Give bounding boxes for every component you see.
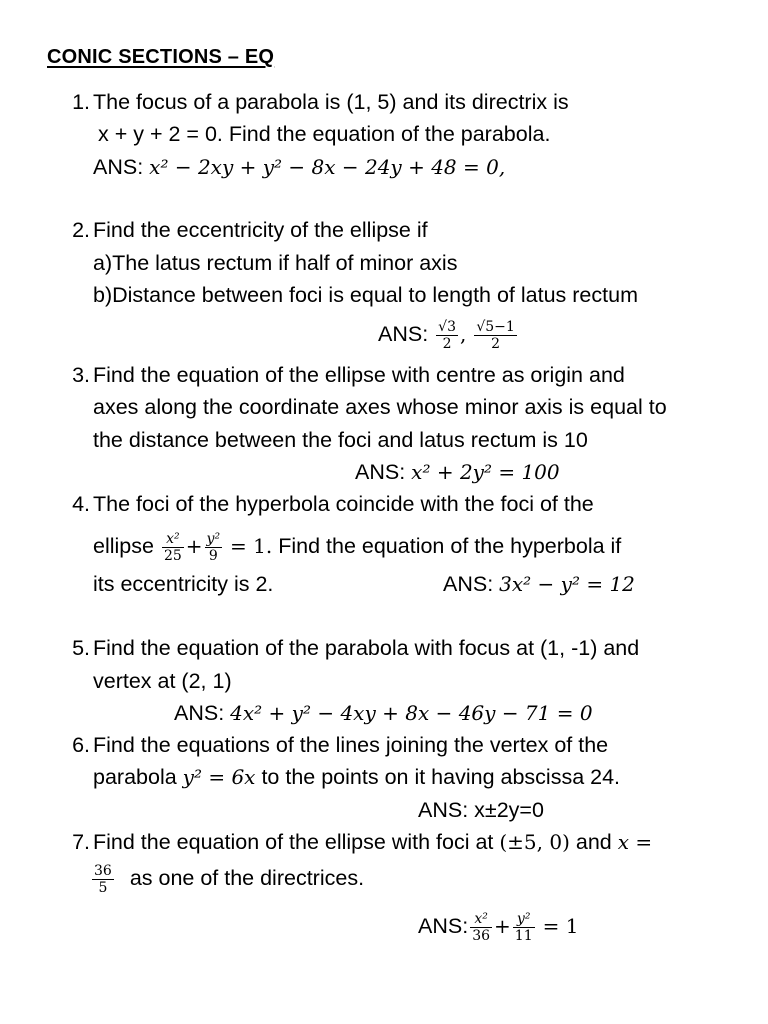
page-title: CONIC SECTIONS – EQ xyxy=(47,46,275,68)
fraction-36-over-5 xyxy=(92,863,114,896)
answer-fraction-1 xyxy=(436,319,458,352)
question-number: 4. xyxy=(72,492,90,516)
question-3-line-3: the distance between the foci and latus rectum is 10 xyxy=(93,428,588,452)
fraction-numerator: y² xyxy=(513,911,535,928)
question-2-part-b xyxy=(93,281,638,309)
fraction-denominator: 5 xyxy=(98,879,108,896)
fraction-denominator: 2 xyxy=(491,335,501,352)
question-5-answer xyxy=(174,699,593,727)
directrix-x-equals: x = xyxy=(617,830,653,854)
question-number: 1. xyxy=(72,90,90,114)
fraction-numerator: √3 xyxy=(438,318,456,335)
fraction-numerator: y² xyxy=(206,530,221,547)
question-5 xyxy=(66,634,639,662)
question-text: Find the equations of the lines joining the vertex of the xyxy=(93,733,609,757)
answer-equation: 3x² − y² = 12 xyxy=(499,572,635,596)
question-1-answer xyxy=(93,153,505,181)
question-4-line-3: its eccentricity is 2. xyxy=(93,572,274,596)
answer-label: ANS: xyxy=(443,572,494,596)
question-1-line-2: x + y + 2 = 0. Find the equation of the parabola. xyxy=(98,122,551,146)
fraction-y-squared-over-9 xyxy=(205,531,223,564)
part-text: The latus rectum if half of minor axis xyxy=(112,251,458,275)
question-3-line-2: axes along the coordinate axes whose minor axis is equal to xyxy=(93,395,667,419)
answer-equation: 4x² + y² − 4xy + 8x − 46y − 71 = 0 xyxy=(230,701,593,725)
question-number: 7. xyxy=(72,830,90,854)
parabola-equation: y² = 6x xyxy=(182,765,256,789)
fraction-denominator: 9 xyxy=(208,547,218,564)
question-number: 6. xyxy=(72,733,90,757)
question-6-answer xyxy=(418,796,544,824)
fraction-y-squared-over-11 xyxy=(513,911,535,944)
question-number: 2. xyxy=(72,218,90,242)
question-text: The foci of the hyperbola coincide with the foci of the xyxy=(93,492,594,516)
question-text: to the points on it having abscissa 24. xyxy=(261,765,621,789)
question-number: 3. xyxy=(72,363,90,387)
question-2-answer xyxy=(378,314,519,354)
question-4 xyxy=(66,490,594,518)
question-2 xyxy=(66,216,428,244)
question-number: 5. xyxy=(72,636,90,660)
answer-equation: x² + 2y² = 100 xyxy=(411,460,560,484)
question-text: Find the equation of the ellipse with centre as origin and xyxy=(93,363,625,387)
answer-fraction-2 xyxy=(474,319,516,352)
question-text: parabola xyxy=(93,765,177,789)
part-label: a) xyxy=(93,251,113,275)
answer-label: ANS: xyxy=(378,322,429,346)
question-4-line-2 xyxy=(93,526,621,566)
question-1 xyxy=(66,88,569,116)
plus-sign: + xyxy=(185,534,203,558)
fraction-denominator: 36 xyxy=(472,927,491,944)
question-text: as one of the directrices. xyxy=(129,866,365,890)
fraction-numerator: x² xyxy=(470,911,492,928)
part-text: Distance between foci is equal to length of latus rectum xyxy=(112,283,638,307)
fraction-denominator: 11 xyxy=(514,927,533,944)
question-3-answer xyxy=(355,458,560,486)
question-5-line-2: vertex at (2, 1) xyxy=(93,669,232,693)
plus-sign: + xyxy=(494,914,511,938)
question-text: Find the equation of the hyperbola if xyxy=(278,534,622,558)
question-text: The focus of a parabola is (1, 5) and its directrix is xyxy=(93,90,569,114)
fraction-numerator: x² xyxy=(162,531,184,548)
answer-label: ANS: xyxy=(355,460,406,484)
question-7 xyxy=(66,828,652,856)
fraction-x-squared-over-25 xyxy=(162,531,184,564)
foci-coordinates: (±5, 0) xyxy=(499,830,570,854)
ellipse-word: ellipse xyxy=(93,534,154,558)
answer-label: ANS: xyxy=(418,914,469,938)
fraction-x-squared-over-36 xyxy=(470,911,492,944)
fraction-numerator: 36 xyxy=(94,862,112,879)
fraction-numerator: √5−1 xyxy=(476,318,515,335)
fraction-denominator: 25 xyxy=(163,547,182,564)
question-4-answer xyxy=(443,570,635,598)
answer-label: ANS: xyxy=(174,701,225,725)
question-6-line-2 xyxy=(93,763,620,791)
question-text: and xyxy=(575,830,612,854)
answer-equation: x±2y=0 xyxy=(474,798,544,822)
answer-label: ANS: xyxy=(418,798,469,822)
question-text: Find the equation of the ellipse with foci at xyxy=(93,830,494,854)
question-6 xyxy=(66,731,608,759)
question-7-line-2 xyxy=(90,858,364,898)
fraction-denominator: 2 xyxy=(442,335,452,352)
equals-one: = 1 xyxy=(542,914,579,938)
equals-one: = 1. xyxy=(230,534,273,558)
question-text: Find the equation of the parabola with focus at (1, -1) and xyxy=(93,636,640,660)
answer-separator: , xyxy=(460,322,467,346)
answer-equation: x² − 2xy + y² − 8x − 24y + 48 = 0, xyxy=(149,155,506,179)
question-text: Find the eccentricity of the ellipse if xyxy=(93,218,428,242)
question-3 xyxy=(66,361,625,389)
question-2-part-a xyxy=(93,249,457,277)
question-7-answer xyxy=(418,906,578,946)
part-label: b) xyxy=(93,283,113,307)
answer-label: ANS: xyxy=(93,155,144,179)
